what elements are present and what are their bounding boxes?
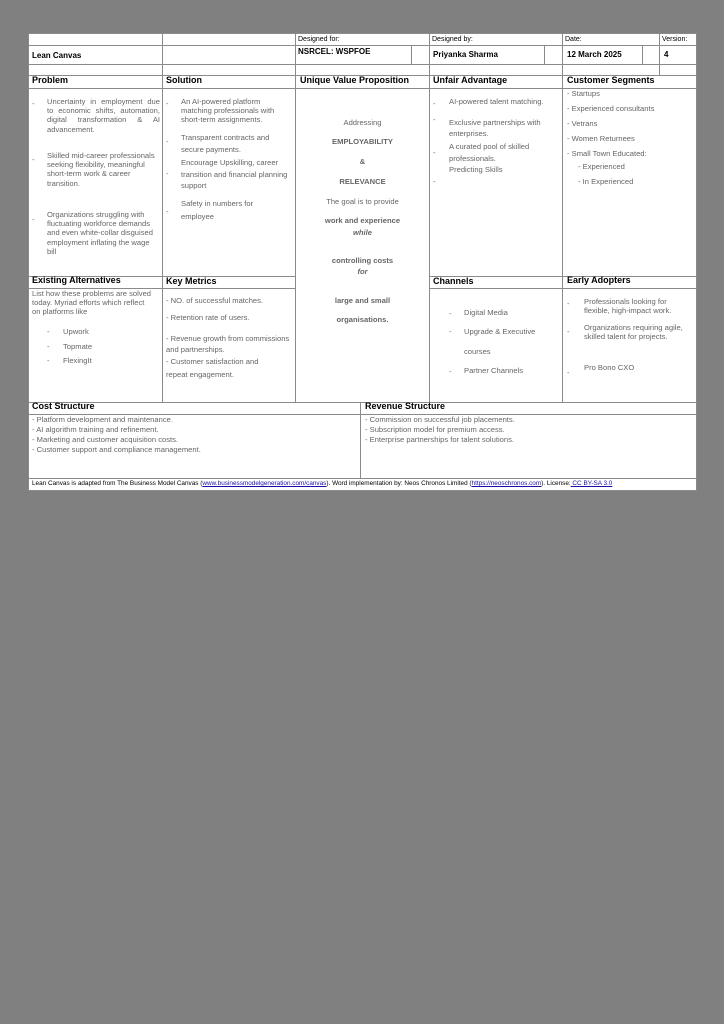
bullet-dash: - [32, 99, 35, 108]
problem-item: Skilled mid-career professionals seeking flexibility, meaningful short-term work & career transition. [47, 151, 155, 188]
unfair-advantage-item: AI-powered talent matching. [449, 97, 544, 106]
existing-alternatives-title: Existing Alternatives [32, 275, 121, 285]
footer-text: Lean Canvas is adapted from The Business Model Canvas ( [32, 480, 203, 487]
bullet-dash: - [47, 356, 50, 365]
problem-item: Uncertainty in employment due to economic shifts, automation, digital transformation & AI advancement. [47, 97, 160, 134]
bullet-dash: - [32, 155, 35, 164]
segment-item: - In Experienced [578, 177, 634, 186]
bullet-dash: - [567, 368, 570, 377]
segment-item: - Startups [567, 89, 600, 98]
revenue-item: - Enterprise partnerships for talent solutions. [365, 435, 514, 444]
divider [28, 402, 697, 403]
alternative-item: Upwork [63, 327, 89, 336]
segment-item: - Experienced [578, 162, 625, 171]
problem-title: Problem [32, 75, 69, 85]
segment-item: - Small Town Educated: [567, 149, 647, 158]
uvp-line: large and small [334, 296, 391, 305]
revenue-item: - Commission on successful job placements. [365, 415, 515, 424]
key-metrics-title: Key Metrics [166, 276, 217, 286]
bullet-dash: - [433, 115, 436, 124]
metric-item: - Retention rate of users. [166, 313, 250, 322]
uvp-line: & [359, 157, 366, 166]
divider [659, 33, 660, 75]
uvp-line: EMPLOYABILITY [332, 137, 393, 146]
divider [429, 75, 430, 402]
unfair-advantage-item: Exclusive partnerships with enterprises. [449, 118, 541, 138]
bullet-dash: - [449, 309, 452, 318]
divider [28, 64, 697, 65]
unfair-advantage-title: Unfair Advantage [433, 75, 508, 85]
early-adopter-item: Organizations requiring agile, skilled talent for projects. [584, 323, 683, 342]
footer-text: ). License: [541, 480, 571, 487]
alternative-item: FlexingIt [63, 356, 92, 365]
divider [562, 75, 563, 402]
cost-structure-title: Cost Structure [32, 401, 95, 411]
date-label: Date: [565, 36, 582, 43]
neoschronos-link[interactable]: https://neoschronos.com [471, 480, 542, 487]
bullet-dash: - [32, 215, 35, 224]
segment-item: - Vetrans [567, 119, 598, 128]
segment-item: - Experienced consultants [567, 104, 655, 113]
bullet-dash: - [449, 367, 452, 376]
bullet-dash: - [166, 99, 169, 108]
early-adopter-item: Professionals looking for flexible, high-impact work. [584, 297, 672, 316]
divider [642, 45, 643, 64]
lean-canvas-sheet [28, 33, 697, 491]
solution-title: Solution [166, 75, 202, 85]
designed-for-label: Designed for: [298, 36, 340, 43]
early-adopter-item: Pro Bono CXO [584, 363, 635, 372]
canvas-title: Lean Canvas [32, 51, 82, 60]
problem-item: Organizations struggling with fluctuating workforce demands and even white-collar disguised employment inflating the wage bill [47, 210, 153, 256]
customer-segments-title: Customer Segments [567, 75, 655, 85]
divider [162, 33, 163, 75]
version-label: Version: [662, 36, 688, 43]
designed-by-label: Designed by: [432, 36, 473, 43]
footer-attribution [32, 480, 612, 487]
solution-item: Transparent contracts and secure payments. [181, 133, 270, 154]
bullet-dash: - [567, 327, 570, 336]
bullet-dash: - [567, 299, 570, 308]
unfair-advantage-item: A curated pool of skilled professionals. [449, 142, 530, 163]
bullet-dash: - [433, 148, 436, 157]
unfair-advantage-item: Predicting Skills [449, 165, 503, 174]
divider [544, 45, 545, 64]
uvp-line: Addressing [343, 118, 382, 127]
bullet-dash: - [433, 99, 436, 108]
revenue-structure-title: Revenue Structure [365, 401, 446, 411]
uvp-line: while [353, 228, 372, 237]
divider [162, 75, 163, 402]
uvp-line: The goal is to provide [326, 197, 399, 206]
channel-item: Digital Media [464, 308, 508, 317]
uvp-title: Unique Value Proposition [300, 75, 410, 85]
designed-for-value[interactable]: NSRCEL: WSPFOE [298, 47, 371, 56]
bullet-dash: - [166, 137, 169, 146]
cost-item: - AI algorithm training and refinement. [32, 425, 159, 434]
solution-item: Encourage Upskilling, career transition and financial planning support [181, 158, 288, 190]
divider [429, 33, 430, 75]
divider [28, 478, 697, 479]
date-value[interactable]: 12 March 2025 [567, 50, 622, 59]
bullet-dash: - [47, 327, 50, 336]
channel-item: Upgrade & Executive [464, 327, 536, 336]
metric-item: - Revenue growth from commissions and partnerships. [166, 334, 290, 354]
bullet-dash: - [166, 169, 169, 178]
designed-by-value[interactable]: Priyanka Sharma [433, 50, 498, 59]
divider [28, 45, 697, 46]
channel-item: courses [464, 347, 491, 356]
version-value[interactable]: 4 [664, 50, 669, 59]
alternative-item: Topmate [63, 342, 93, 351]
segment-item: - Women Returnees [567, 134, 635, 143]
footer-text: ). Word implementation by: Neos Chronos Limited ( [326, 480, 472, 487]
divider [295, 33, 296, 75]
bullet-dash: - [449, 327, 452, 336]
divider [562, 33, 563, 75]
cost-item: - Platform development and maintenance. [32, 415, 173, 424]
channel-item: Partner Channels [464, 366, 524, 375]
uvp-line: work and experience [324, 216, 401, 225]
divider [429, 288, 697, 289]
license-link[interactable]: CC BY-SA 3.0 [570, 480, 613, 487]
cost-item: - Customer support and compliance management. [32, 445, 201, 454]
solution-item: An AI-powered platform matching professionals with short-term assignments. [181, 97, 275, 125]
uvp-line: for [357, 267, 368, 276]
solution-item: Safety in numbers for employee [181, 199, 254, 221]
bullet-dash: - [47, 342, 50, 351]
uvp-line: organisations. [336, 315, 389, 324]
metric-item: - NO. of successful matches. [166, 296, 264, 305]
divider [360, 402, 361, 478]
business-model-link[interactable]: www.businessmodelgeneration.com/canvas [202, 480, 327, 487]
bullet-dash: - [433, 177, 436, 186]
uvp-line: controlling costs [331, 256, 394, 265]
divider [411, 45, 412, 64]
alternatives-intro: List how these problems are solved today. Myriad efforts which reflect on platforms like [32, 289, 152, 317]
revenue-item: - Subscription model for premium access. [365, 425, 505, 434]
channels-title: Channels [433, 276, 474, 286]
bullet-dash: - [166, 207, 169, 216]
cost-item: - Marketing and customer acquisition costs. [32, 435, 179, 444]
uvp-line: RELEVANCE [339, 177, 386, 186]
metric-item: - Customer satisfaction and repeat engagement. [166, 357, 259, 379]
early-adopters-title: Early Adopters [567, 275, 631, 285]
